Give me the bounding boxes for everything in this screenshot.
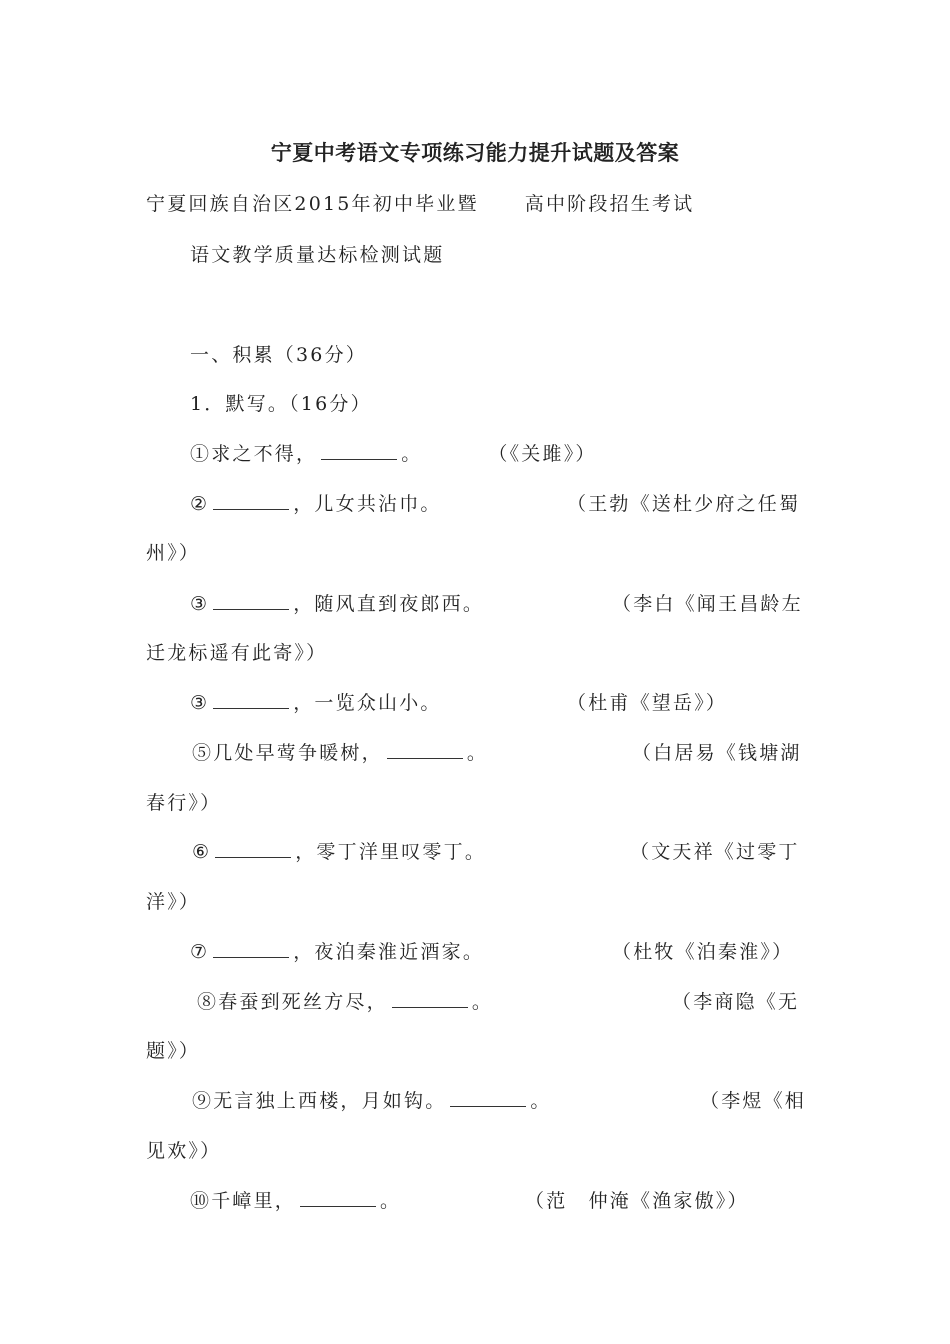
answer-blank[interactable] [321, 444, 397, 460]
source-citation: （白居易《钱塘湖 [632, 742, 802, 764]
answer-blank[interactable] [215, 842, 291, 858]
subtitle-line [146, 189, 694, 216]
source-citation: （文天祥《过零丁 [630, 841, 800, 863]
source-citation: （杜甫《望岳》） [567, 692, 728, 714]
answer-blank[interactable] [213, 494, 289, 510]
dictation-item: ③ ，随风直到夜郎西。 [190, 593, 485, 615]
dictation-item: ⑨无言独上西楼，月如钩。 。 [192, 1090, 552, 1112]
source-citation: （范 仲淹《渔家傲》） [525, 1190, 749, 1212]
dictation-item: ⑦ ，夜泊秦淮近酒家。 [190, 941, 485, 963]
source-citation: （李白《闻王昌龄左 [612, 593, 803, 615]
answer-blank[interactable] [300, 1191, 376, 1207]
source-continuation: 春行》） [146, 792, 222, 814]
source-continuation: 见欢》） [146, 1140, 222, 1162]
source-continuation: 洋》） [146, 891, 201, 913]
source-citation: （李煜《相 [700, 1090, 807, 1112]
section-heading: 一、积累（36分） [190, 344, 367, 366]
answer-blank[interactable] [213, 942, 289, 958]
source-continuation: 题》） [146, 1040, 201, 1062]
source-citation: （王勃《送杜少府之任蜀 [567, 493, 801, 515]
answer-blank[interactable] [387, 743, 463, 759]
source-continuation: 迁龙标遥有此寄》） [146, 642, 328, 664]
answer-blank[interactable] [213, 693, 289, 709]
dictation-item: ② ，儿女共沾巾。 [190, 493, 442, 515]
document-title: 宁夏中考语文专项练习能力提升试题及答案 [270, 141, 680, 165]
question-1: 1．默写。（16分） [190, 393, 372, 415]
dictation-item: ⑤几处早莺争暖树， 。 [192, 742, 489, 764]
subtitle-left: 宁夏回族自治区2015年初中毕业暨 [146, 193, 479, 215]
source-citation: （杜牧《泊秦淮》） [612, 941, 794, 963]
subtitle-right: 高中阶段招生考试 [524, 193, 695, 215]
subtitle2: 语文教学质量达标检测试题 [190, 244, 445, 266]
source-citation: （《关雎》） [488, 443, 597, 465]
dictation-item: ⑧春蚕到死丝方尽， 。 [197, 991, 494, 1013]
dictation-item: ⑩千嶂里， 。 [190, 1190, 402, 1212]
source-continuation: 州》） [146, 542, 201, 564]
answer-blank[interactable] [450, 1091, 526, 1107]
dictation-item: ⑥ ，零丁洋里叹零丁。 [192, 841, 487, 863]
dictation-item: ③ ，一览众山小。 [190, 692, 442, 714]
dictation-item: ①求之不得， 。 （《关雎》） [190, 443, 597, 465]
answer-blank[interactable] [213, 594, 289, 610]
source-citation: （李商隐《无 [672, 991, 800, 1013]
answer-blank[interactable] [392, 992, 468, 1008]
